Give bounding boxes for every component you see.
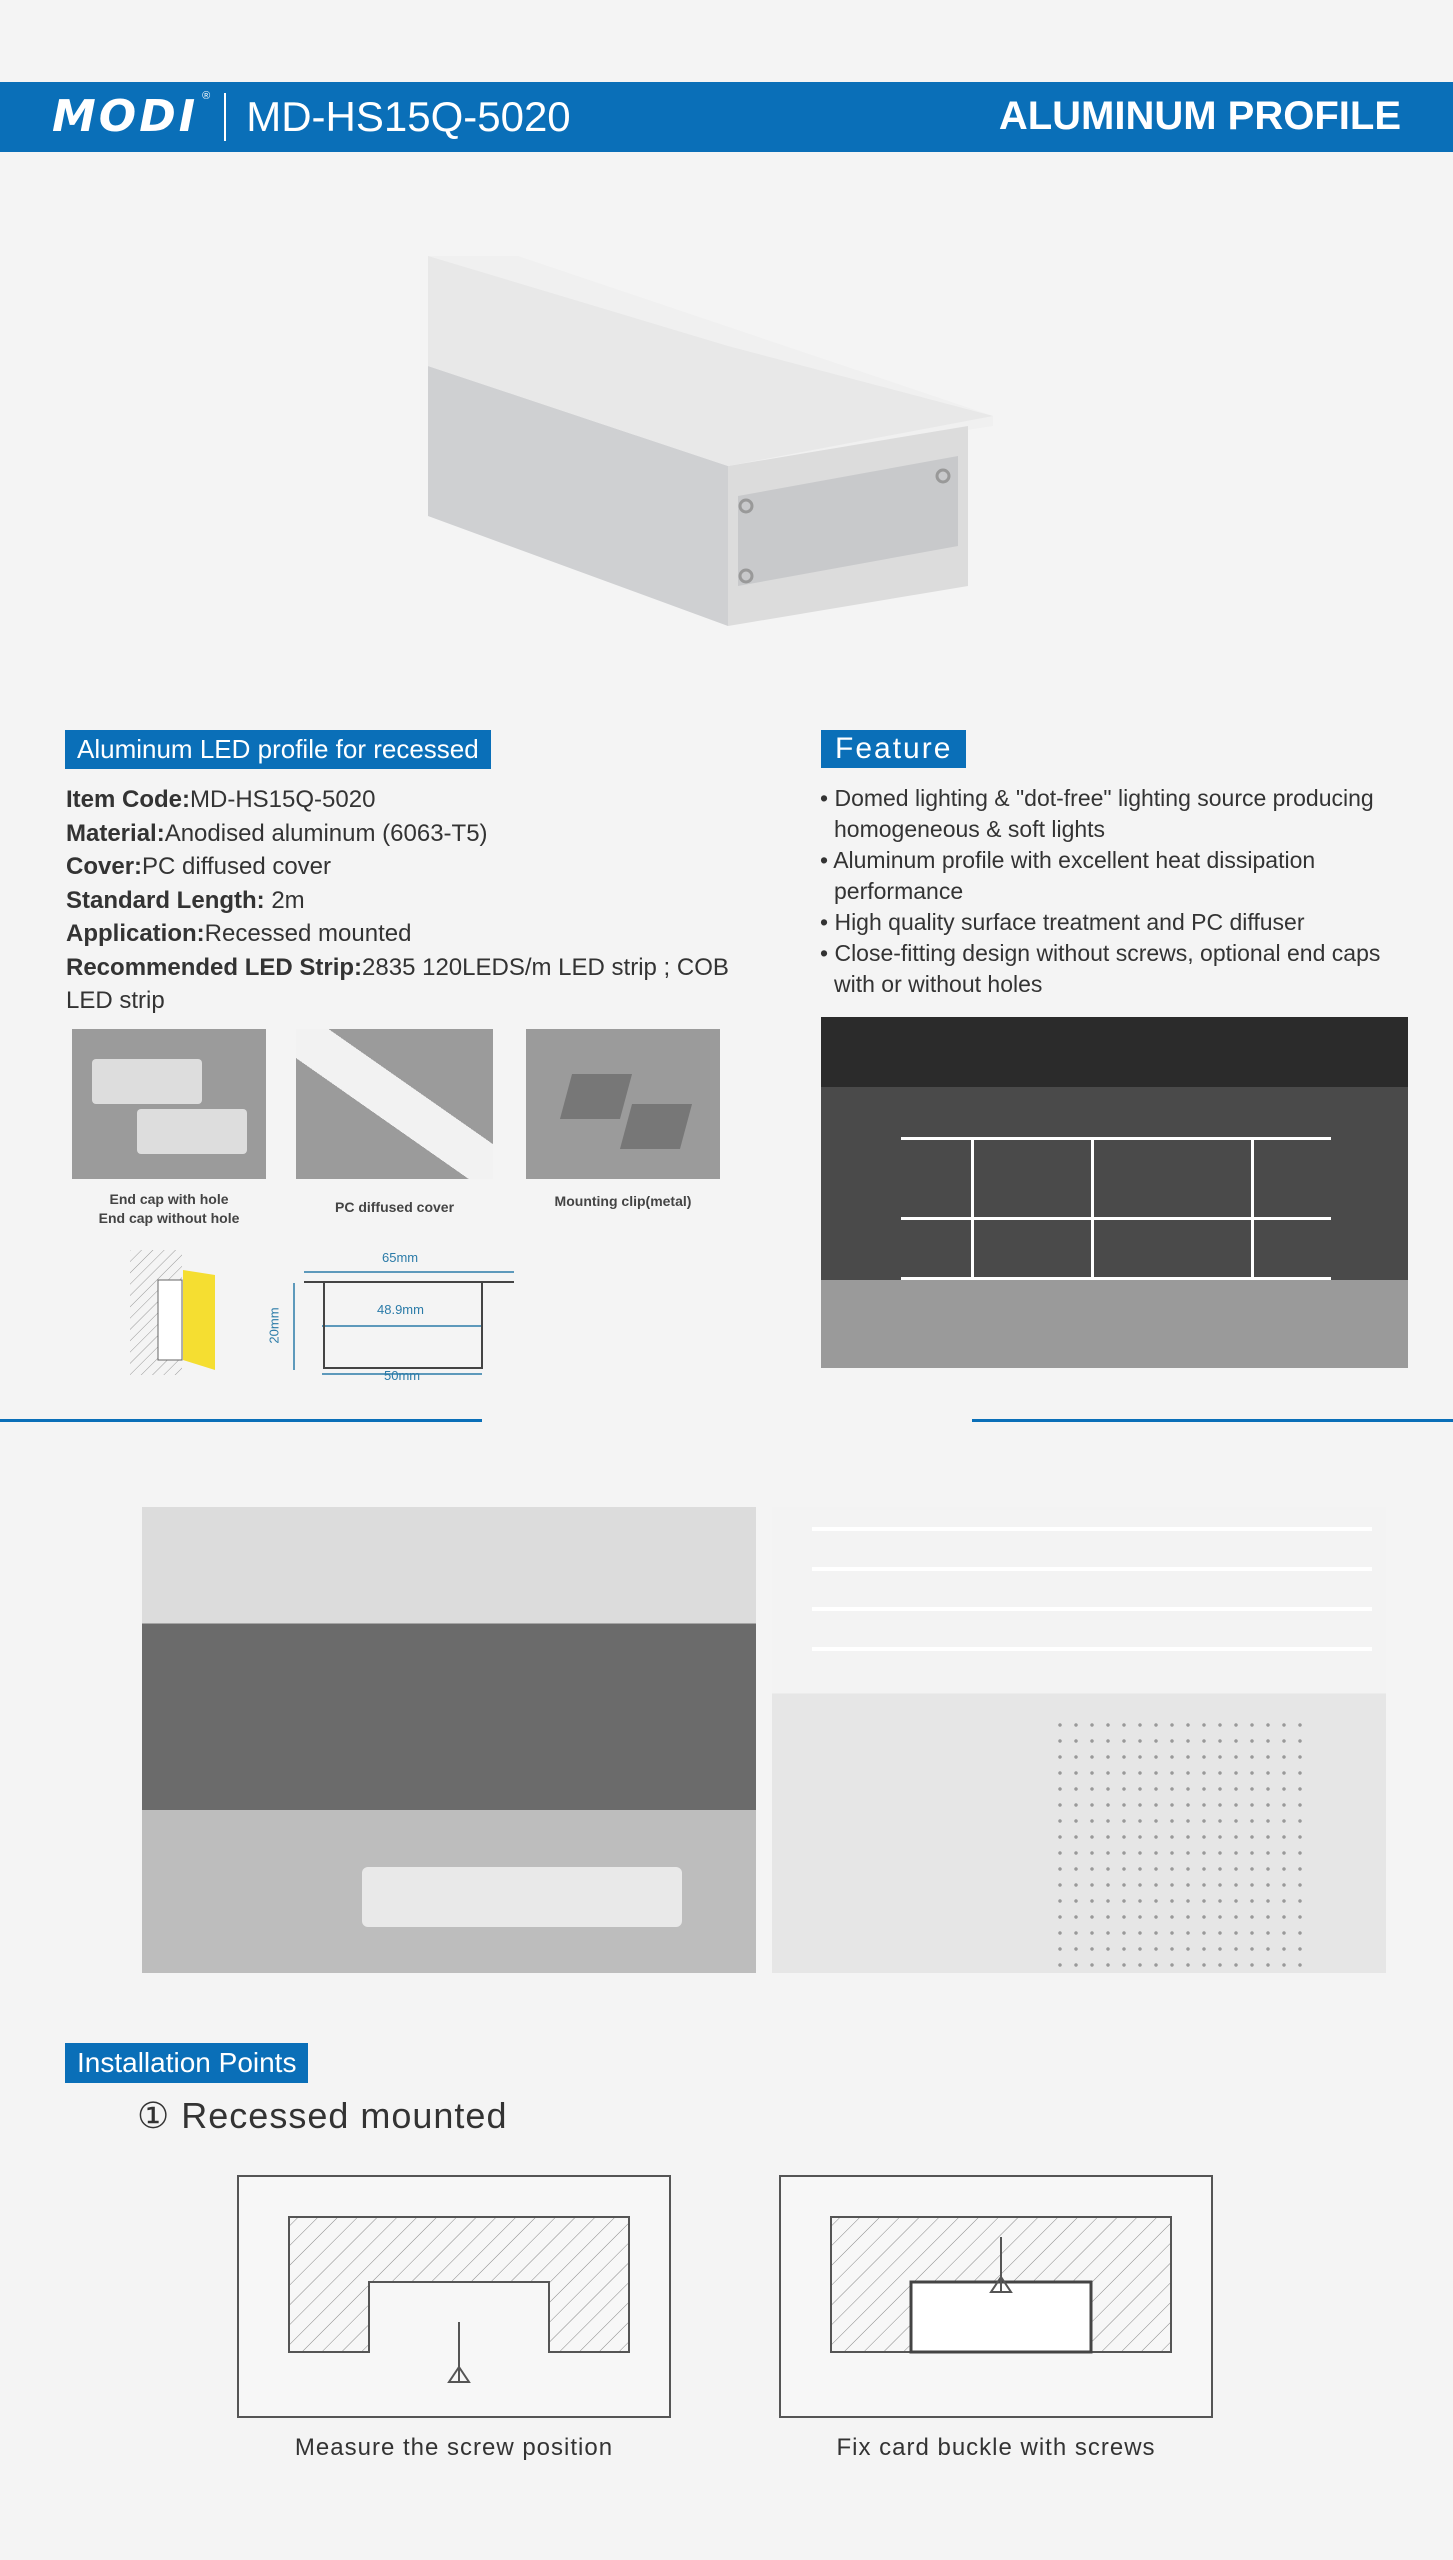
feature-item: • High quality surface treatment and PC diffuser	[818, 907, 1398, 938]
gym-wall-photo	[772, 1507, 1386, 1973]
spec-material: Material:Anodised aluminum (6063-T5)	[66, 819, 488, 847]
feature-item: • Aluminum profile with excellent heat dissipation performance	[818, 845, 1398, 907]
installation-heading: Installation Points	[65, 2043, 308, 2083]
office-application-photo	[821, 1017, 1408, 1368]
mounting-clip-image	[526, 1029, 720, 1179]
pc-cover-image	[296, 1029, 493, 1179]
step-fix-diagram	[779, 2175, 1213, 2418]
living-room-photo	[142, 1507, 756, 1973]
section-divider-left	[0, 1419, 482, 1422]
profile-product-image	[428, 256, 993, 626]
dim-inner-width: 48.9mm	[377, 1302, 424, 1317]
spec-list	[66, 783, 766, 1018]
model-number: MD-HS15Q-5020	[246, 93, 571, 140]
spec-length: Standard Length: 2m	[66, 886, 305, 914]
end-cap-caption: End cap with hole End cap without hole	[98, 1191, 240, 1226]
specs-heading: Aluminum LED profile for recessed	[65, 730, 491, 769]
wall-install-diagram	[130, 1250, 230, 1380]
feature-item: • Close-fitting design without screws, optional end caps with or without holes	[818, 938, 1398, 1000]
header-brand-group	[52, 82, 571, 152]
dimension-drawing	[266, 1250, 522, 1385]
step-measure-caption: Measure the screw position	[294, 2434, 614, 2461]
header-bar	[0, 82, 1453, 152]
feature-list	[818, 783, 1398, 1000]
step-fix-caption: Fix card buckle with screws	[836, 2434, 1156, 2461]
installation-method: ① Recessed mounted	[137, 2095, 508, 2136]
mounting-clip-caption: Mounting clip(metal)	[554, 1193, 692, 1209]
pc-cover-caption: PC diffused cover	[334, 1199, 455, 1215]
dim-height: 20mm	[266, 1307, 282, 1344]
feature-heading: Feature	[821, 730, 966, 768]
spec-application: Application:Recessed mounted	[66, 920, 412, 947]
product-type: ALUMINUM PROFILE	[998, 94, 1401, 138]
spec-item-code: Item Code:MD-HS15Q-5020	[66, 786, 376, 813]
section-divider-right	[972, 1419, 1453, 1422]
step-measure-diagram	[237, 2175, 671, 2418]
brand-logo: MODI	[52, 91, 199, 142]
spec-led-strip: Recommended LED Strip:2835 120LEDS/m LED strip ; COB LED strip	[66, 953, 729, 1014]
header-divider	[224, 93, 226, 141]
spec-cover: Cover:PC diffused cover	[66, 853, 332, 880]
registered-mark: ®	[202, 90, 211, 102]
dim-outer-width: 65mm	[382, 1250, 419, 1265]
end-cap-image	[72, 1029, 266, 1179]
feature-item: • Domed lighting & "dot-free" lighting source producing homogeneous & soft lights	[818, 783, 1398, 845]
dim-bottom-width: 50mm	[384, 1368, 421, 1383]
